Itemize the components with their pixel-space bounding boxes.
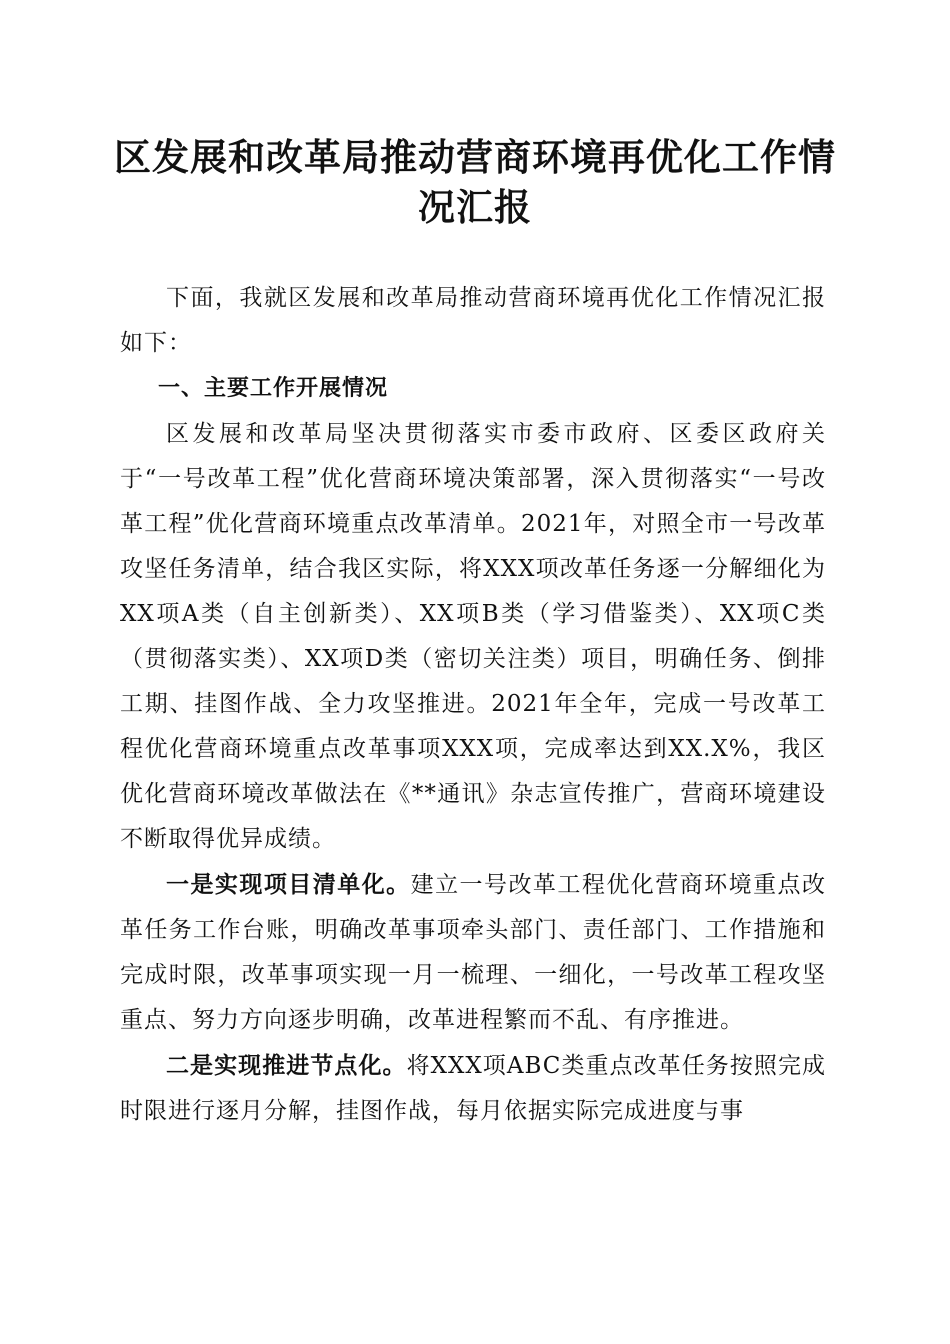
item-lead-node-progress: 二是实现推进节点化。 [166, 1052, 407, 1079]
item-paragraph-project-list [120, 862, 826, 1043]
section-paragraph-overview: 区发展和改革局坚决贯彻落实市委市政府、区委区政府关于“一号改革工程”优化营商环境决策部署，深入贯彻落实“一号改革工程”优化营商环境重点改革清单。2021年，对照全市一号改革攻坚任务清单，结合我区实际，将XXX项改革任务逐一分解细化为XX项A类（自主创新类）、XX项B类（学习借鉴类）、XX项C类（贯彻落实类）、XX项D类（密切关注类）项目，明确任务、倒排工期、挂图作战、全力攻坚推进。2021年全年，完成一号改革工程优化营商环境重点改革事项XXX项，完成率达到XX.X%，我区优化营商环境改革做法在《**通讯》杂志宣传推广，营商环境建设不断取得优异成绩。 [120, 421, 826, 852]
document-title: 区发展和改革局推动营商环境再优化工作情况汇报 [114, 135, 836, 229]
document-body [120, 276, 826, 1134]
item-lead-project-list: 一是实现项目清单化。 [166, 871, 411, 898]
item-paragraph-node-progress [120, 1043, 826, 1134]
item-text-node-progress: 将XXX项ABC类重点改革任务按照完成时限进行逐月分解，挂图作战，每月依据实际完成进度与事 [120, 1053, 826, 1124]
intro-paragraph: 下面，我就区发展和改革局推动营商环境再优化工作情况汇报如下： [120, 285, 826, 356]
item-text-project-list: 建立一号改革工程优化营商环境重点改革任务工作台账，明确改革事项牵头部门、责任部门、工作措施和完成时限，改革事项实现一月一梳理、一细化，一号改革工程攻坚重点、努力方向逐步明确，改革进程繁而不乱、有序推进。 [120, 872, 827, 1033]
section-heading-main-work: 一、主要工作开展情况 [158, 376, 389, 401]
